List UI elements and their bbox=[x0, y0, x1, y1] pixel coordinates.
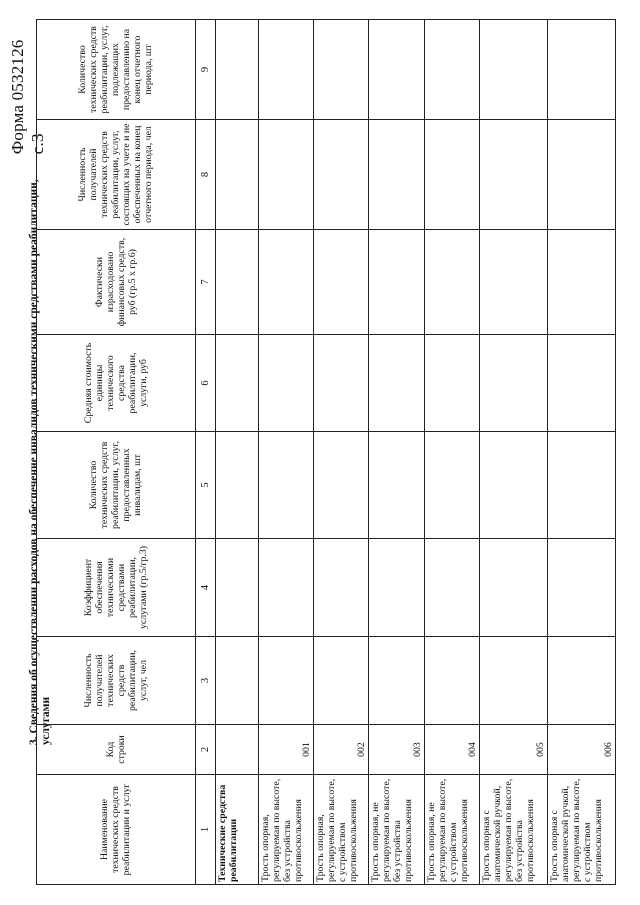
cell bbox=[369, 539, 424, 637]
table-row bbox=[314, 20, 369, 885]
cell bbox=[479, 432, 547, 539]
cell bbox=[479, 539, 547, 637]
col-header-quantity: Количество технических средств реабилитации, услуг, предоставленных инвалидам, шт bbox=[37, 432, 196, 539]
row-name: Трость опорная, не регулируемая по высоте, без устройства противоскольжения bbox=[369, 775, 424, 885]
cell bbox=[369, 637, 424, 725]
cell bbox=[479, 20, 547, 120]
cell bbox=[547, 230, 615, 335]
cell bbox=[424, 432, 479, 539]
cell bbox=[547, 335, 615, 432]
cell bbox=[215, 539, 258, 637]
cell bbox=[547, 120, 615, 230]
cell bbox=[258, 230, 313, 335]
table-row bbox=[424, 20, 479, 885]
cell bbox=[258, 432, 313, 539]
table-row bbox=[258, 20, 313, 885]
row-code: 001 bbox=[258, 725, 313, 775]
category-row bbox=[215, 20, 258, 885]
col-header-pending: Количество технических средств реабилитации, услуг, подлежащих предоставлению на конец отчетного периода, шт bbox=[37, 20, 196, 120]
col-header-avg-cost: Средняя стоимость единицы технического средства реабилитации, услуги, руб bbox=[37, 335, 196, 432]
col-num-1: 1 bbox=[195, 775, 215, 885]
form-code: Форма 0532126 с.3 bbox=[8, 39, 47, 155]
category-label: Технические средства реабилитации bbox=[215, 775, 258, 885]
cell bbox=[424, 120, 479, 230]
row-code: 005 bbox=[479, 725, 547, 775]
cell bbox=[215, 432, 258, 539]
cell bbox=[314, 335, 369, 432]
cell bbox=[369, 335, 424, 432]
cell bbox=[258, 20, 313, 120]
cell bbox=[424, 230, 479, 335]
col-num-4: 4 bbox=[195, 539, 215, 637]
col-header-coefficient: Коэффициент обеспечения техническими средствами реабилитации, услугами (гр.5/гр.3) bbox=[37, 539, 196, 637]
cell bbox=[314, 120, 369, 230]
row-name: Трость опорная, регулируемая по высоте, без устройства противоскольжения bbox=[258, 775, 313, 885]
cell bbox=[479, 335, 547, 432]
cell bbox=[424, 335, 479, 432]
cell bbox=[215, 335, 258, 432]
row-name: Трость опорная, регулируемая по высоте, с устройством противоскольжения bbox=[314, 775, 369, 885]
cell bbox=[369, 20, 424, 120]
col-num-8: 8 bbox=[195, 120, 215, 230]
cell bbox=[424, 20, 479, 120]
cell bbox=[215, 230, 258, 335]
col-header-unserved: Численность получателей технических средств реабилитации, услуг, состоящих на учете и не обеспеченных на конец отчетного периода, чел bbox=[37, 120, 196, 230]
section-title: 3. Сведения об осуществлении расходов на обеспечение инвалидов техническими средствами реабилитации, услугами bbox=[28, 179, 52, 745]
col-header-code: Код строки bbox=[37, 725, 196, 775]
cell bbox=[547, 539, 615, 637]
header-row bbox=[37, 20, 196, 885]
row-name: Трость опорная с анатомической ручкой, регулируемая по высоте, без устройства противоскольжения bbox=[479, 775, 547, 885]
row-code: 004 bbox=[424, 725, 479, 775]
col-num-5: 5 bbox=[195, 432, 215, 539]
col-num-7: 7 bbox=[195, 230, 215, 335]
table-row bbox=[479, 20, 547, 885]
cell bbox=[215, 725, 258, 775]
cell bbox=[369, 432, 424, 539]
cell bbox=[424, 539, 479, 637]
col-header-name: Наименование технических средств реабилитации и услуг bbox=[37, 775, 196, 885]
cell bbox=[314, 432, 369, 539]
column-number-row bbox=[195, 20, 215, 885]
cell bbox=[258, 120, 313, 230]
cell bbox=[424, 637, 479, 725]
cell bbox=[258, 539, 313, 637]
row-name: Трость опорная с анатомической ручкой, регулируемая по высоте, с устройством противоскольжения bbox=[547, 775, 615, 885]
row-code: 003 bbox=[369, 725, 424, 775]
cell bbox=[479, 120, 547, 230]
table-row bbox=[547, 20, 615, 885]
cell bbox=[314, 230, 369, 335]
cell bbox=[314, 637, 369, 725]
col-num-9: 9 bbox=[195, 20, 215, 120]
cell bbox=[215, 637, 258, 725]
cell bbox=[479, 230, 547, 335]
cell bbox=[215, 120, 258, 230]
expenses-table bbox=[36, 19, 616, 885]
row-code: 006 bbox=[547, 725, 615, 775]
cell bbox=[314, 539, 369, 637]
cell bbox=[258, 335, 313, 432]
col-header-spent: Фактически израсходовано финансовых средств, руб (гр.5 х гр.6) bbox=[37, 230, 196, 335]
cell bbox=[479, 637, 547, 725]
cell bbox=[258, 637, 313, 725]
table-row bbox=[369, 20, 424, 885]
row-code: 002 bbox=[314, 725, 369, 775]
cell bbox=[369, 120, 424, 230]
row-name: Трость опорная, не регулируемая по высоте, с устройством противоскольжения bbox=[424, 775, 479, 885]
col-header-recipients: Численность получателей технических средств реабилитации, услуг, чел bbox=[37, 637, 196, 725]
cell bbox=[547, 20, 615, 120]
col-num-3: 3 bbox=[195, 637, 215, 725]
cell bbox=[369, 230, 424, 335]
cell bbox=[547, 432, 615, 539]
col-num-2: 2 bbox=[195, 725, 215, 775]
col-num-6: 6 bbox=[195, 335, 215, 432]
cell bbox=[547, 637, 615, 725]
cell bbox=[314, 20, 369, 120]
cell bbox=[215, 20, 258, 120]
